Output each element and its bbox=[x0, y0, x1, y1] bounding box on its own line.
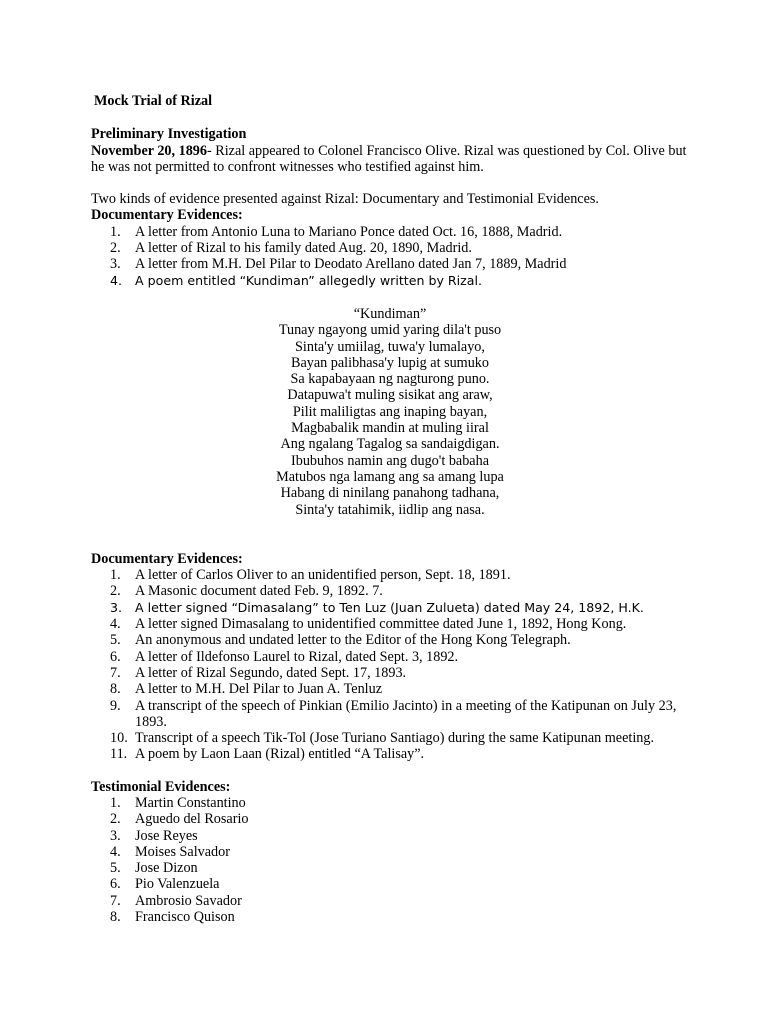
prelim-paragraph bbox=[91, 143, 688, 176]
list-item bbox=[91, 240, 688, 256]
list-item bbox=[91, 909, 688, 925]
list-item-text: An anonymous and undated letter to the Editor of the Hong Kong Telegraph. bbox=[135, 632, 571, 649]
poem-line: Ang ngalang Tagalog sa sandaigdigan. bbox=[280, 436, 500, 453]
list-item-number: 1. bbox=[110, 567, 121, 584]
list-item-number: 5. bbox=[110, 860, 121, 877]
list-item bbox=[91, 649, 688, 665]
list-item-text: Ambrosio Savador bbox=[135, 892, 242, 909]
list-item-text: A poem by Laon Laan (Rizal) entitled “A Talisay”. bbox=[135, 746, 425, 763]
list-item-text: A letter of Rizal to his family dated Aug. 20, 1890, Madrid. bbox=[135, 240, 472, 257]
list-item-text: Jose Reyes bbox=[135, 827, 198, 844]
list-item bbox=[91, 665, 688, 681]
list-item bbox=[91, 600, 688, 616]
list-item bbox=[91, 844, 688, 860]
poem-lines bbox=[91, 322, 689, 518]
list-item-number: 4. bbox=[110, 616, 121, 633]
list-item bbox=[91, 273, 688, 289]
list-item bbox=[91, 256, 688, 272]
list-item-text: Martin Constantino bbox=[135, 794, 246, 811]
doc2-heading: Documentary Evidences: bbox=[91, 550, 243, 567]
list-item bbox=[91, 746, 688, 762]
list-item-text: Jose Dizon bbox=[135, 860, 198, 877]
list-item-text: A letter of Ildefonso Laurel to Rizal, dated Sept. 3, 1892. bbox=[135, 648, 459, 665]
list-item-text: A poem entitled “Kundiman” allegedly written by Rizal. bbox=[135, 272, 482, 288]
prelim-date: November 20, 1896 bbox=[91, 142, 207, 159]
list-item-text: Moises Salvador bbox=[135, 843, 230, 860]
list-item-number: 4. bbox=[110, 843, 121, 860]
list-item bbox=[91, 567, 688, 583]
list-item-text: A letter from Antonio Luna to Mariano Ponce dated Oct. 16, 1888, Madrid. bbox=[135, 223, 563, 240]
poem-line: Datapuwa't muling sisikat ang araw, bbox=[287, 387, 493, 404]
list-item bbox=[91, 224, 688, 240]
list-item bbox=[91, 876, 688, 892]
list-item-number: 5. bbox=[110, 632, 121, 649]
list-item-text: A letter to M.H. Del Pilar to Juan A. Tenluz bbox=[135, 681, 382, 698]
doc1-heading: Documentary Evidences: bbox=[91, 207, 243, 224]
list-item-text: A letter from M.H. Del Pilar to Deodato Arellano dated Jan 7, 1889, Madrid bbox=[135, 256, 567, 273]
testimonial-list bbox=[91, 795, 688, 925]
list-item-text: A transcript of the speech of Pinkian (Emilio Jacinto) in a meeting of the Katipunan on July 23, 1893. bbox=[135, 697, 677, 730]
list-item-text: A letter of Rizal Segundo, dated Sept. 17, 1893. bbox=[135, 664, 407, 681]
poem-line: Sinta'y tatahimik, iidlip ang nasa. bbox=[295, 501, 485, 518]
poem-line: Sinta'y umiilag, tuwa'y lumalayo, bbox=[295, 338, 485, 355]
list-item-number: 9. bbox=[110, 697, 121, 714]
list-item-number: 4. bbox=[110, 272, 123, 288]
list-item-number: 11. bbox=[110, 746, 128, 763]
list-item-number: 7. bbox=[110, 892, 121, 909]
list-item bbox=[91, 828, 688, 844]
list-item-number: 6. bbox=[110, 648, 121, 665]
list-item bbox=[91, 795, 688, 811]
list-item bbox=[91, 893, 688, 909]
list-item-number: 2. bbox=[110, 240, 121, 257]
document-title: Mock Trial of Rizal bbox=[94, 93, 213, 109]
prelim-heading: Preliminary Investigation bbox=[91, 126, 247, 143]
list-item bbox=[91, 698, 688, 731]
list-item bbox=[91, 583, 688, 599]
poem-line: Sa kapabayaan ng nagturong puno. bbox=[290, 371, 490, 388]
list-item-number: 3. bbox=[110, 256, 121, 273]
intro-paragraph: Two kinds of evidence presented against Rizal: Documentary and Testimonial Evidences. bbox=[91, 191, 599, 208]
list-item-text: Aguedo del Rosario bbox=[135, 811, 249, 828]
poem-line: Matubos nga lamang ang sa amang lupa bbox=[276, 468, 504, 485]
list-item-number: 1. bbox=[110, 794, 121, 811]
poem-line: Bayan palibhasa'y lupig at sumuko bbox=[291, 354, 489, 371]
list-item-number: 2. bbox=[110, 811, 121, 828]
prelim-text: - Rizal appeared to Colonel Francisco Olive. Rizal was questioned by Col. Olive but he was not permitted to confront witnesses who testified against him. bbox=[91, 142, 687, 175]
list-item bbox=[91, 632, 688, 648]
list-item-number: 2. bbox=[110, 583, 121, 600]
list-item-number: 1. bbox=[110, 223, 121, 240]
list-item bbox=[91, 811, 688, 827]
doc2-list bbox=[91, 567, 688, 763]
list-item-number: 8. bbox=[110, 909, 121, 926]
list-item bbox=[91, 616, 688, 632]
list-item-text: A Masonic document dated Feb. 9, 1892. 7. bbox=[135, 583, 383, 600]
testimonial-heading: Testimonial Evidences: bbox=[91, 778, 231, 795]
poem-line: Ibubuhos namin ang dugo't babaha bbox=[291, 452, 489, 469]
list-item-text: A letter signed “Dimasalang” to Ten Luz (Juan Zulueta) dated May 24, 1892, H.K. bbox=[135, 599, 644, 615]
list-item-number: 8. bbox=[110, 681, 121, 698]
poem-title: “Kundiman” bbox=[353, 305, 427, 322]
poem-line: Tunay ngayong umid yaring dila't puso bbox=[278, 322, 502, 339]
list-item-text: Pio Valenzuela bbox=[135, 876, 220, 893]
list-item-text: A letter of Carlos Oliver to an unidentified person, Sept. 18, 1891. bbox=[135, 567, 511, 584]
poem-line: Pilit maliligtas ang inaping bayan, bbox=[292, 403, 488, 420]
list-item bbox=[91, 860, 688, 876]
list-item-text: Francisco Quison bbox=[135, 909, 235, 926]
list-item-number: 3. bbox=[110, 827, 121, 844]
list-item bbox=[91, 730, 688, 746]
list-item bbox=[91, 681, 688, 697]
list-item-number: 10. bbox=[110, 730, 128, 747]
list-item-number: 6. bbox=[110, 876, 121, 893]
list-item-number: 7. bbox=[110, 664, 121, 681]
poem-line: Habang di ninilang panahong tadhana, bbox=[280, 485, 500, 502]
poem-block bbox=[91, 306, 689, 518]
doc1-list bbox=[91, 224, 688, 289]
list-item-text: Transcript of a speech Tik-Tol (Jose Turiano Santiago) during the same Katipunan meeting. bbox=[135, 730, 655, 747]
list-item-text: A letter signed Dimasalang to unidentified committee dated June 1, 1892, Hong Kong. bbox=[135, 616, 627, 633]
poem-line: Magbabalik mandin at muling iiral bbox=[291, 420, 489, 437]
list-item-number: 3. bbox=[110, 599, 123, 615]
